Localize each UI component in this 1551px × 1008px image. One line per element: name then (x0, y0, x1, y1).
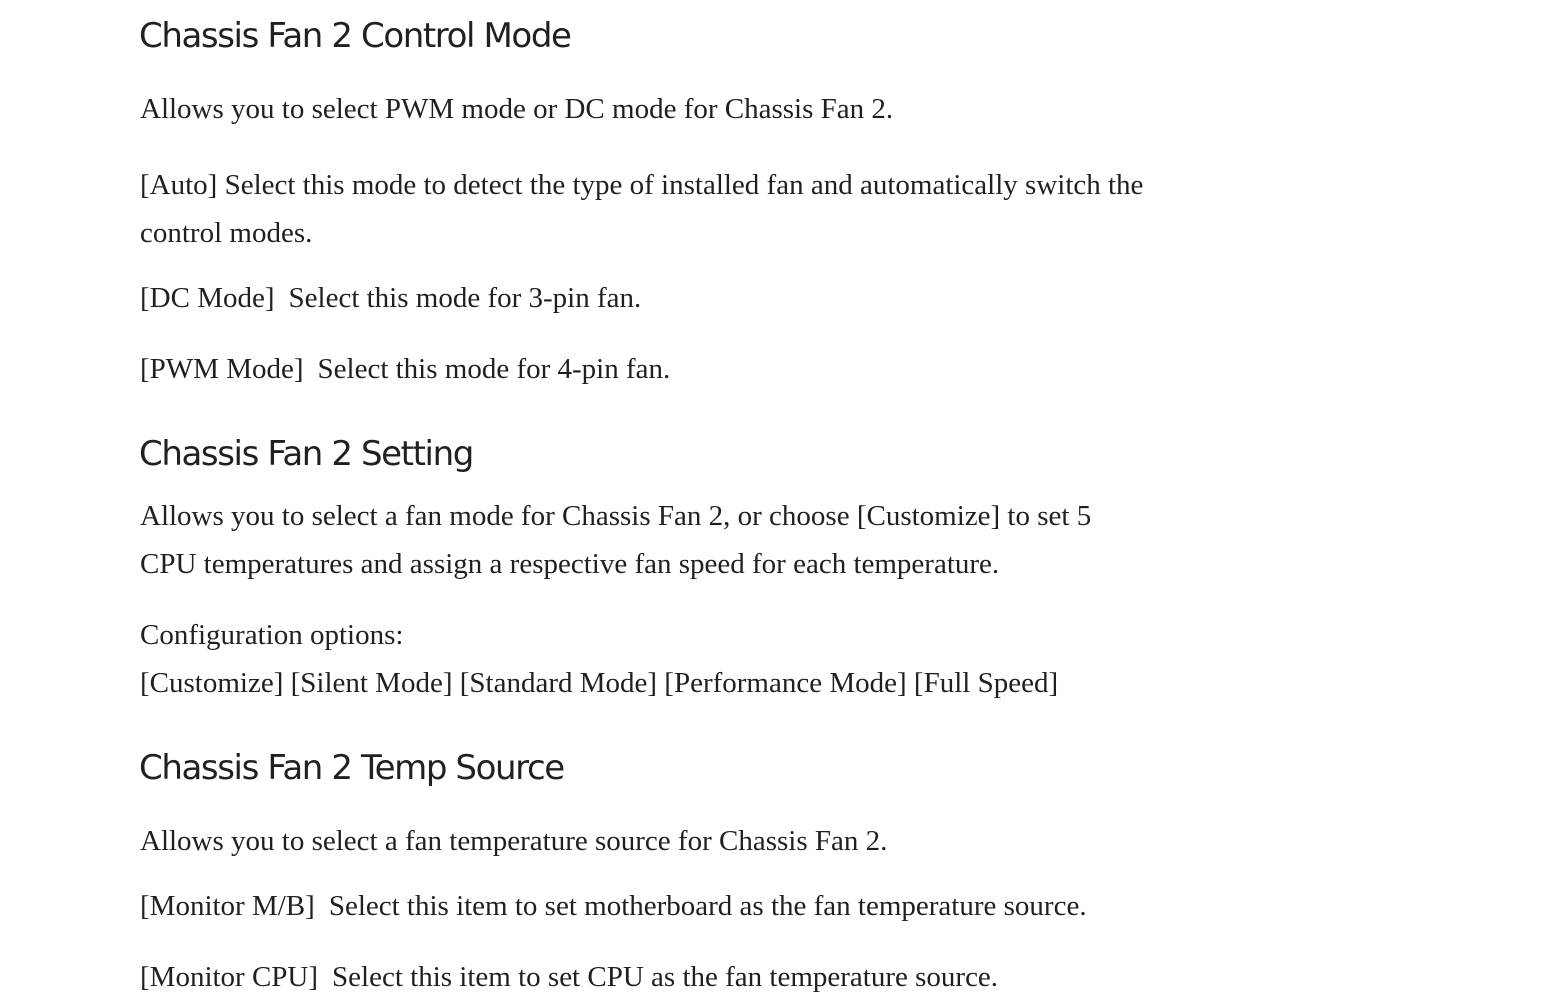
option-dc-mode-desc: Select this mode for 3-pin fan. (288, 282, 642, 314)
heading-chassis-fan-2-temp-source: Chassis Fan 2 Temp Source (139, 748, 564, 788)
setting-description-line-1: Allows you to select a fan mode for Chassis Fan 2, or choose [Customize] to set 5 (140, 500, 1092, 532)
option-dc-mode (140, 274, 641, 322)
setting-description-line-2: CPU temperatures and assign a respective fan speed for each temperature. (140, 548, 1000, 580)
option-auto-line-1: [Auto] Select this mode to detect the type of installed fan and automatically switch the (140, 169, 1144, 201)
option-monitor-cpu-desc: Select this item to set CPU as the fan temperature source. (332, 961, 999, 993)
temp-source-description: Allows you to select a fan temperature source for Chassis Fan 2. (140, 825, 888, 857)
option-monitor-mb (140, 882, 1087, 930)
configuration-options-values: [Customize] [Silent Mode] [Standard Mode] [Performance Mode] [Full Speed] (140, 667, 1059, 699)
heading-chassis-fan-2-setting: Chassis Fan 2 Setting (139, 434, 473, 474)
option-dc-mode-tag: [DC Mode] (140, 282, 275, 314)
option-pwm-mode-desc: Select this mode for 4-pin fan. (317, 353, 671, 385)
configuration-options-label: Configuration options: (140, 619, 404, 651)
option-pwm-mode-tag: [PWM Mode] (140, 353, 304, 385)
control-mode-description: Allows you to select PWM mode or DC mode for Chassis Fan 2. (140, 93, 894, 125)
option-monitor-mb-tag: [Monitor M/B] (140, 890, 315, 922)
option-auto-line-2: control modes. (140, 217, 313, 249)
option-monitor-cpu (140, 953, 998, 1001)
option-monitor-cpu-tag: [Monitor CPU] (140, 961, 319, 993)
option-pwm-mode (140, 345, 670, 393)
option-monitor-mb-desc: Select this item to set motherboard as the fan temperature source. (328, 890, 1087, 922)
heading-chassis-fan-2-control-mode: Chassis Fan 2 Control Mode (139, 16, 571, 56)
